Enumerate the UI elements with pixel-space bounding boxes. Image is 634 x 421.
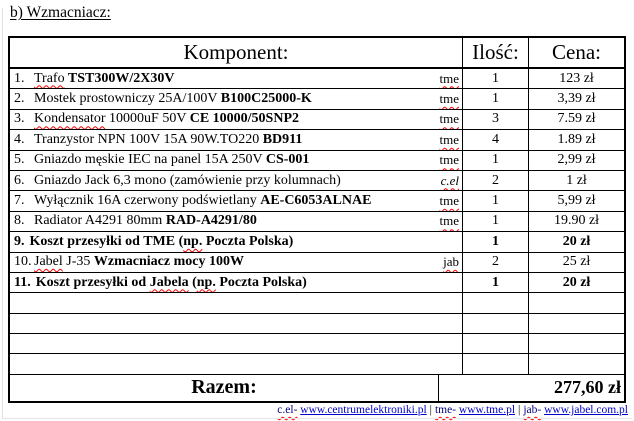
price-cell bbox=[528, 314, 624, 333]
component-text-segment: Trafo bbox=[34, 70, 65, 86]
price-cell: 20 zł bbox=[528, 273, 624, 292]
price-cell bbox=[528, 354, 624, 373]
table-row bbox=[10, 191, 624, 211]
component-cell bbox=[10, 89, 462, 108]
table-row bbox=[10, 253, 624, 273]
component-text-segment: ( bbox=[188, 274, 197, 290]
component-text-segment: 10000uF 50V bbox=[105, 111, 190, 127]
component-description bbox=[34, 71, 174, 86]
empty-table-row bbox=[10, 354, 624, 374]
header-quantity: Ilość: bbox=[462, 38, 528, 67]
component-cell bbox=[10, 130, 462, 149]
supplier-url-link[interactable]: www.tme.pl bbox=[458, 404, 516, 416]
supplier-abbr: tme bbox=[439, 91, 459, 107]
row-number: 2. bbox=[14, 91, 25, 107]
price-cell: 7.59 zł bbox=[528, 110, 624, 129]
component-cell bbox=[10, 354, 462, 373]
component-description bbox=[34, 173, 341, 188]
table-row bbox=[10, 69, 624, 89]
components-table bbox=[8, 36, 626, 403]
component-text bbox=[14, 254, 244, 270]
row-number: 9. bbox=[14, 233, 25, 249]
total-label: Razem: bbox=[191, 376, 257, 399]
quantity-cell bbox=[462, 334, 528, 353]
component-text bbox=[14, 132, 302, 148]
row-number: 1. bbox=[14, 70, 25, 86]
price-cell: 25 zł bbox=[528, 253, 624, 272]
component-cell bbox=[10, 110, 462, 129]
supplier-prefix: tme- bbox=[434, 404, 457, 416]
component-text-segment: np. bbox=[196, 274, 216, 290]
quantity-cell: 1 bbox=[462, 191, 528, 210]
component-text-segment: Poczta Polska) bbox=[215, 274, 307, 290]
component-text-segment: Tranzystor NPN 100V 15A 90W.TO220 bbox=[34, 131, 263, 147]
component-cell bbox=[10, 69, 462, 88]
supplier-links-footer bbox=[277, 404, 628, 416]
empty-table-row bbox=[10, 334, 624, 354]
component-description bbox=[34, 152, 309, 167]
component-text-segment: Koszt przesyłki od bbox=[35, 274, 150, 290]
quantity-cell: 1 bbox=[462, 212, 528, 231]
table-header-row bbox=[10, 38, 624, 69]
supplier-abbr: tme bbox=[439, 152, 459, 168]
component-cell bbox=[10, 191, 462, 210]
total-row bbox=[10, 375, 624, 401]
component-text bbox=[14, 173, 341, 189]
component-cell bbox=[10, 212, 462, 231]
price-cell bbox=[528, 293, 624, 312]
header-price: Cena: bbox=[528, 38, 624, 67]
supplier-url-link[interactable]: www.centrumelektroniki.pl bbox=[300, 404, 427, 416]
component-text-segment: Jabel bbox=[34, 254, 63, 270]
component-text-segment: RAD-A4291/80 bbox=[165, 213, 257, 229]
price-cell: 1 zł bbox=[528, 171, 624, 190]
empty-table-row bbox=[10, 293, 624, 313]
table-row bbox=[10, 232, 624, 252]
price-cell bbox=[528, 334, 624, 353]
price-cell: 5,99 zł bbox=[528, 191, 624, 210]
row-number: 8. bbox=[14, 213, 25, 229]
supplier-prefix: c.el- bbox=[277, 404, 298, 416]
component-text-segment: AE-C6053ALNAE bbox=[260, 193, 372, 209]
row-number: 4. bbox=[14, 131, 25, 147]
quantity-cell: 2 bbox=[462, 171, 528, 190]
supplier-link-item bbox=[435, 404, 515, 416]
footer-separator: | bbox=[429, 404, 432, 416]
supplier-abbr: tme bbox=[439, 70, 459, 86]
component-cell bbox=[10, 232, 462, 251]
component-text-segment: Radiator A4291 80mm bbox=[34, 213, 166, 229]
empty-table-row bbox=[10, 314, 624, 334]
component-text bbox=[14, 111, 299, 127]
component-text-segment: BD911 bbox=[262, 131, 303, 147]
table-row bbox=[10, 151, 624, 171]
row-number: 10. bbox=[14, 254, 32, 270]
component-text bbox=[14, 234, 293, 250]
price-cell: 20 zł bbox=[528, 232, 624, 251]
supplier-abbr: tme bbox=[439, 131, 459, 147]
quantity-cell: 3 bbox=[462, 110, 528, 129]
component-cell bbox=[10, 314, 462, 333]
quantity-cell: 1 bbox=[462, 69, 528, 88]
component-description bbox=[30, 234, 294, 249]
component-description bbox=[34, 193, 371, 208]
component-cell bbox=[10, 171, 462, 190]
supplier-prefix: jab- bbox=[523, 404, 542, 416]
component-text-segment: Mostek prostowniczy 25A/100V bbox=[34, 91, 221, 107]
row-number: 5. bbox=[14, 152, 25, 168]
component-cell bbox=[10, 273, 462, 292]
quantity-cell: 1 bbox=[462, 273, 528, 292]
component-text-segment: np. bbox=[183, 233, 203, 249]
component-text-segment: Gniazdo męskie IEC na panel 15A 250V bbox=[34, 152, 266, 168]
quantity-cell: 1 bbox=[462, 232, 528, 251]
quantity-cell: 1 bbox=[462, 89, 528, 108]
price-cell: 2,99 zł bbox=[528, 151, 624, 170]
supplier-abbr: c.el bbox=[440, 172, 459, 188]
price-cell: 1.89 zł bbox=[528, 130, 624, 149]
component-description bbox=[34, 91, 312, 106]
component-text-segment: Kondensator bbox=[34, 111, 106, 127]
row-number: 11. bbox=[14, 274, 31, 290]
supplier-link-item bbox=[523, 404, 628, 416]
table-row bbox=[10, 110, 624, 130]
component-description bbox=[34, 111, 299, 126]
quantity-cell bbox=[462, 293, 528, 312]
component-text bbox=[14, 275, 307, 291]
table-body bbox=[10, 69, 624, 375]
supplier-abbr: tme bbox=[439, 111, 459, 127]
row-number: 7. bbox=[14, 193, 25, 209]
component-cell bbox=[10, 334, 462, 353]
price-cell: 123 zł bbox=[528, 69, 624, 88]
component-description bbox=[34, 213, 257, 228]
component-text-segment: Koszt przesyłki od TME ( bbox=[29, 233, 184, 249]
supplier-abbr: jab bbox=[443, 254, 459, 270]
component-text-segment: Poczta Polska) bbox=[202, 233, 294, 249]
table-row bbox=[10, 273, 624, 293]
row-number: 3. bbox=[14, 111, 25, 127]
component-text-segment: CS-001 bbox=[265, 152, 310, 168]
row-number: 6. bbox=[14, 172, 25, 188]
component-text-segment: Jabela bbox=[149, 274, 189, 290]
component-text-segment: Gniazdo Jack 6,3 mono (zamówienie przy kolumnach) bbox=[34, 172, 341, 188]
component-text-segment: J-35 bbox=[62, 254, 94, 270]
component-text bbox=[14, 213, 257, 229]
section-title: b) Wzmacniacz: bbox=[10, 4, 111, 21]
component-text bbox=[14, 193, 371, 209]
component-cell bbox=[10, 293, 462, 312]
component-text-segment: Wyłącznik 16A czerwony podświetlany bbox=[34, 193, 261, 209]
component-text bbox=[14, 91, 312, 107]
component-text bbox=[14, 152, 309, 168]
component-cell bbox=[10, 151, 462, 170]
supplier-url-link[interactable]: www.jabel.com.pl bbox=[544, 404, 628, 416]
total-value: 277,60 zł bbox=[438, 375, 624, 401]
supplier-abbr: tme bbox=[439, 193, 459, 209]
component-description bbox=[34, 132, 302, 147]
supplier-abbr: tme bbox=[439, 213, 459, 229]
price-cell: 3,39 zł bbox=[528, 89, 624, 108]
component-description bbox=[34, 254, 244, 269]
quantity-cell bbox=[462, 354, 528, 373]
quantity-cell: 4 bbox=[462, 130, 528, 149]
header-component: Komponent: bbox=[183, 40, 289, 64]
footer-separator: | bbox=[518, 404, 521, 416]
component-text-segment: Wzmacniacz mocy 100W bbox=[93, 254, 244, 270]
table-row bbox=[10, 130, 624, 150]
table-row bbox=[10, 89, 624, 109]
quantity-cell bbox=[462, 314, 528, 333]
price-cell: 19.90 zł bbox=[528, 212, 624, 231]
component-cell bbox=[10, 253, 462, 272]
component-text-segment: TST300W/2X30V bbox=[64, 70, 175, 86]
supplier-link-item bbox=[277, 404, 426, 416]
component-text bbox=[14, 71, 174, 87]
quantity-cell: 1 bbox=[462, 151, 528, 170]
component-text-segment: B100C25000-K bbox=[220, 91, 312, 107]
component-text-segment: CE 10000/50SNP2 bbox=[189, 111, 299, 127]
table-row bbox=[10, 171, 624, 191]
quantity-cell: 2 bbox=[462, 253, 528, 272]
component-description bbox=[36, 275, 307, 290]
table-row bbox=[10, 212, 624, 232]
